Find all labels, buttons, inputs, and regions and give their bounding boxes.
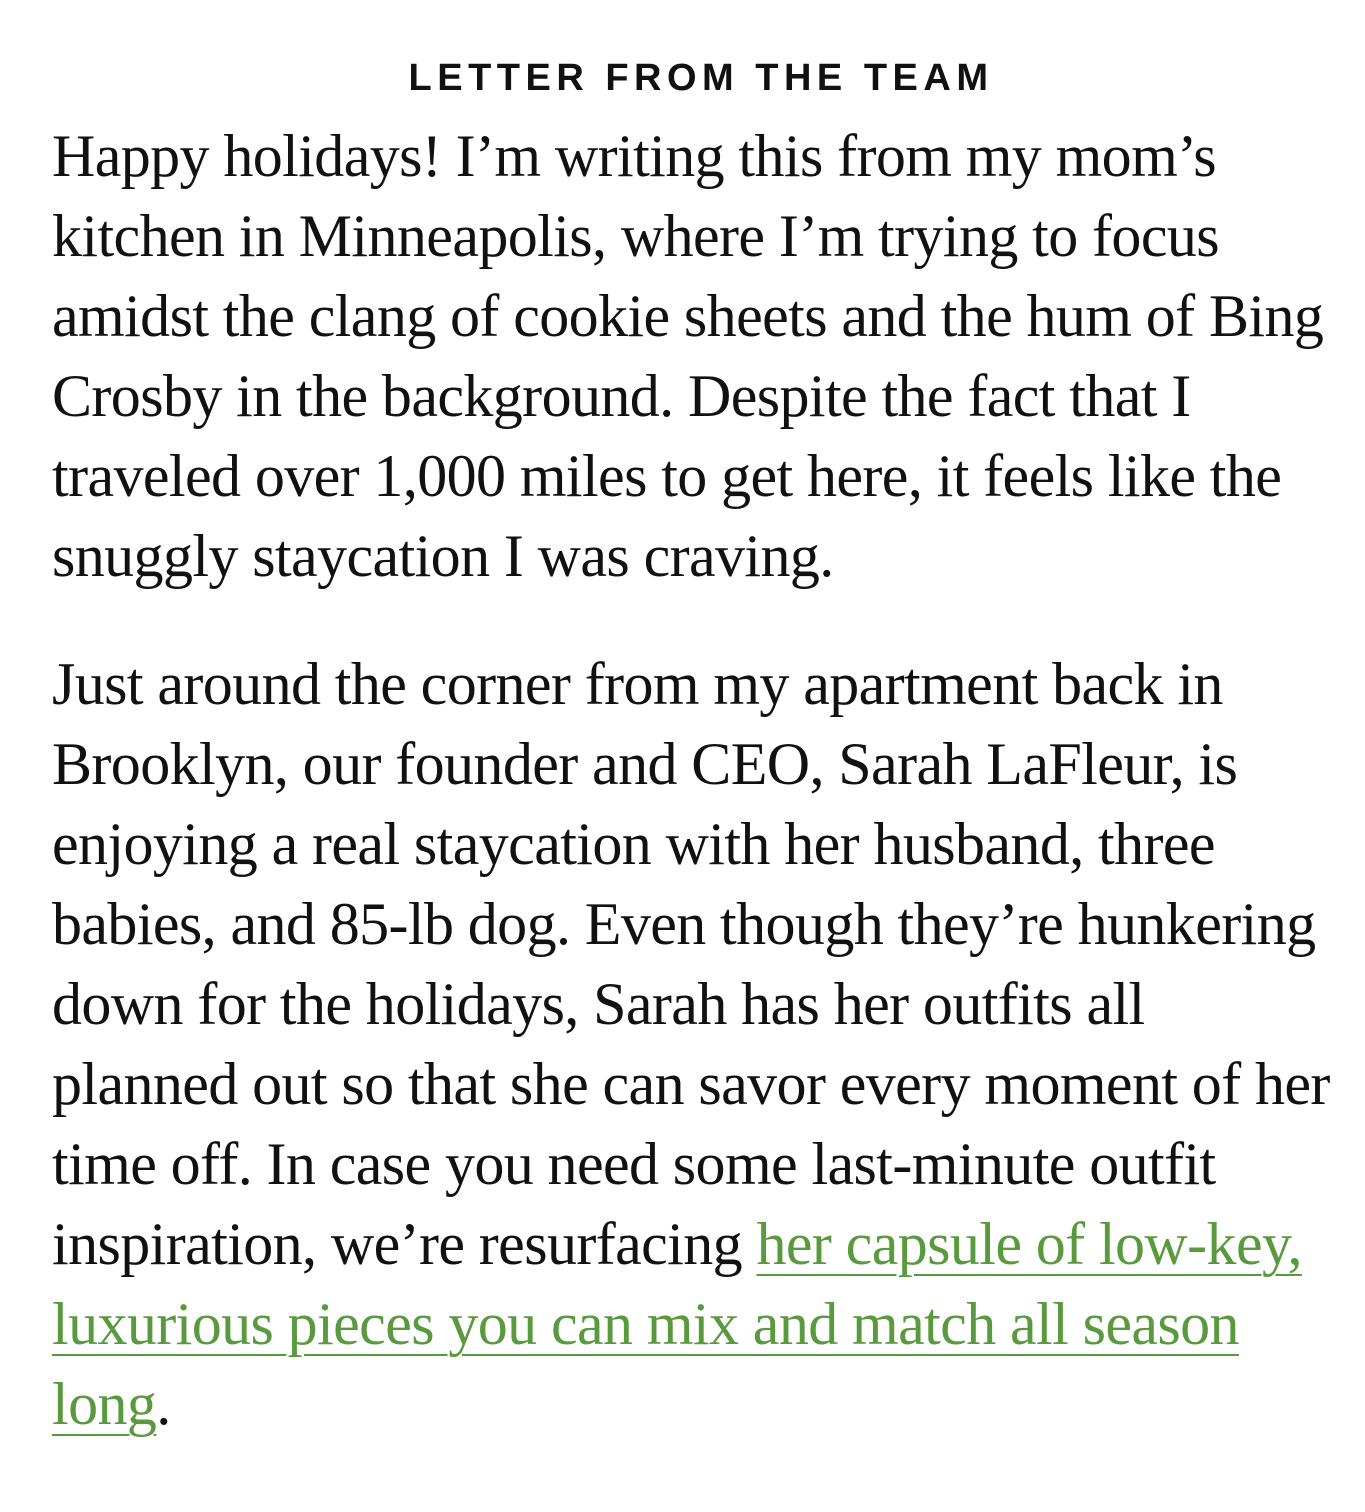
letter-section xyxy=(52,52,1342,1444)
capsule-link[interactable]: her capsule of low-key, luxurious pieces you can mix and match all season long xyxy=(52,1211,1302,1437)
paragraph-capsule-text: Just around the corner from my apartment back in Brooklyn, our founder and CEO, Sarah LaFleur, is enjoying a real staycation with her husband, three babies, and 85-lb dog. Even though they’re hunkering down for the holidays, Sarah has her outfits all planned out so that she can savor every moment of her time off. In case you need some last-minute outfit inspiration, we’re resurfacing xyxy=(52,651,1330,1277)
paragraph-intro: Happy holidays! I’m writing this from my mom’s kitchen in Minneapolis, where I’m trying to focus amidst the clang of cookie sheets and the hum of Bing Crosby in the background. Despite the fact that I traveled over 1,000 miles to get here, it feels like the snuggly staycation I was craving. xyxy=(52,123,1324,589)
paragraph-capsule-end: . xyxy=(156,1371,171,1437)
paragraph-capsule xyxy=(52,644,1342,1444)
section-heading: LETTER FROM THE TEAM xyxy=(408,57,994,99)
